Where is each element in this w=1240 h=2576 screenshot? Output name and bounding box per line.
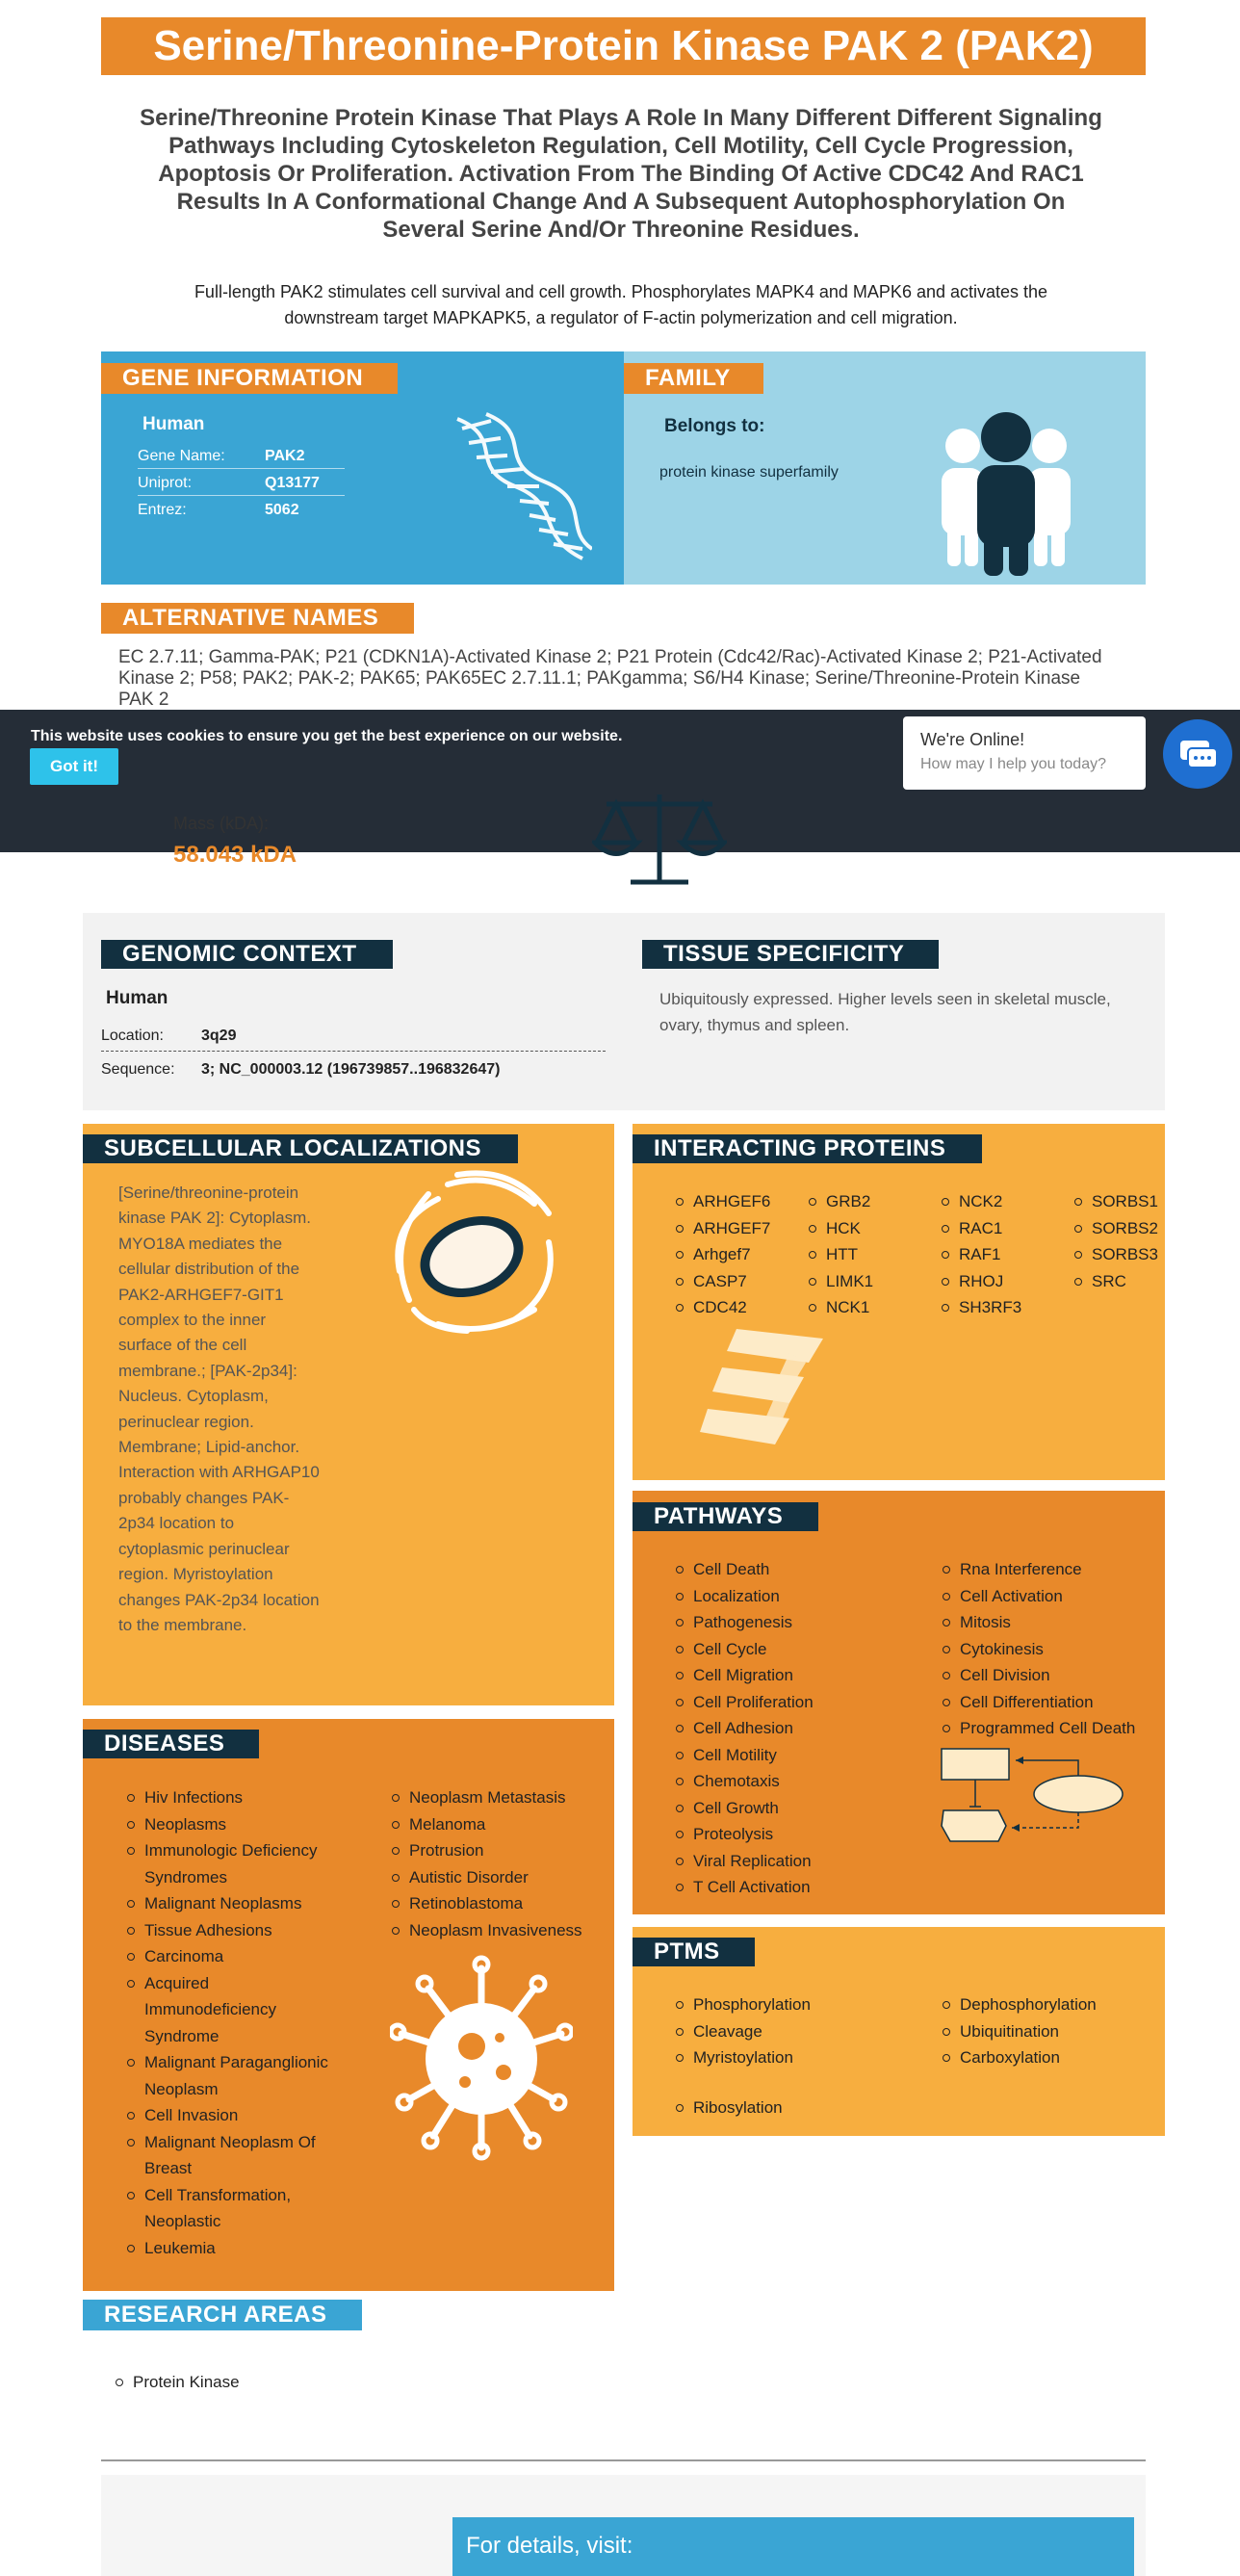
list-item[interactable]: Viral Replication bbox=[674, 1848, 814, 1875]
interacting-heading: INTERACTING PROTEINS bbox=[633, 1134, 982, 1163]
list-item[interactable]: Neoplasm Invasiveness bbox=[390, 1917, 582, 1944]
list-item[interactable]: HCK bbox=[807, 1215, 873, 1242]
gene-row-label: Gene Name: bbox=[138, 448, 225, 464]
list-item[interactable]: SORBS3 bbox=[1072, 1241, 1158, 1268]
family-people-icon bbox=[934, 412, 1078, 576]
gene-row-value: 5062 bbox=[265, 502, 299, 518]
gene-information-heading: GENE INFORMATION bbox=[101, 363, 398, 394]
chat-button[interactable] bbox=[1163, 719, 1232, 789]
list-item[interactable]: Chemotaxis bbox=[674, 1768, 814, 1795]
list-item[interactable]: Retinoblastoma bbox=[390, 1890, 582, 1917]
details-box[interactable] bbox=[452, 2517, 1134, 2576]
gene-row-label: Entrez: bbox=[138, 502, 187, 518]
list-item[interactable]: Pathogenesis bbox=[674, 1609, 814, 1636]
dna-icon bbox=[448, 409, 592, 568]
list-item[interactable]: Cell Cycle bbox=[674, 1636, 814, 1663]
interacting-list bbox=[674, 1188, 770, 1321]
genomic-species: Human bbox=[106, 988, 168, 1008]
location-value: 3q29 bbox=[201, 1028, 237, 1044]
gene-row-value: Q13177 bbox=[265, 475, 320, 491]
list-item[interactable]: Cell Growth bbox=[674, 1795, 814, 1822]
list-item[interactable]: Cell Adhesion bbox=[674, 1715, 814, 1742]
list-item[interactable]: Cell Migration bbox=[674, 1662, 814, 1689]
list-item[interactable]: NCK2 bbox=[940, 1188, 1021, 1215]
list-item[interactable]: Cell Differentiation bbox=[941, 1689, 1135, 1716]
list-item[interactable]: Autistic Disorder bbox=[390, 1864, 582, 1891]
list-item[interactable]: SRC bbox=[1072, 1268, 1158, 1295]
chat-line-1: We're Online! bbox=[920, 730, 1025, 749]
family-heading: FAMILY bbox=[624, 363, 763, 394]
list-item[interactable]: Cell Invasion bbox=[125, 2102, 337, 2129]
list-item[interactable]: Ribosylation bbox=[674, 2095, 783, 2121]
list-item[interactable]: Rna Interference bbox=[941, 1556, 1135, 1583]
list-item[interactable]: Cell Transformation, Neoplastic bbox=[125, 2182, 337, 2235]
list-item[interactable]: Neoplasms bbox=[125, 1811, 337, 1838]
interacting-list bbox=[1072, 1188, 1158, 1294]
gene-row-value: PAK2 bbox=[265, 448, 305, 464]
pathway-diagram-icon bbox=[939, 1741, 1126, 1852]
cell-organelle-icon bbox=[380, 1165, 563, 1339]
list-item[interactable]: Localization bbox=[674, 1583, 814, 1610]
interacting-list bbox=[940, 1188, 1021, 1321]
chat-greeting-box[interactable] bbox=[903, 716, 1146, 790]
ptms-list bbox=[674, 2095, 783, 2121]
alternative-names-heading: ALTERNATIVE NAMES bbox=[101, 603, 414, 634]
ptms-list bbox=[941, 1991, 1097, 2071]
list-item[interactable]: NCK1 bbox=[807, 1294, 873, 1321]
research-areas-heading: RESEARCH AREAS bbox=[83, 2300, 362, 2330]
scale-icon bbox=[592, 790, 727, 891]
alternative-names-text: EC 2.7.11; Gamma-PAK; P21 (CDKN1A)-Activated Kinase 2; P21 Protein (Cdc42/Rac)-Activated Kinase 2; P21-Activated Kinase 2; P58; PAK2; PAK-2; PAK65; PAK65EC 2.7.11.1; PAKgamma; S6/H4 Kinase; Serine/Threonine-Protein Kinase PAK 2 bbox=[118, 647, 1102, 710]
family-value: protein kinase superfamily bbox=[659, 464, 839, 481]
list-item[interactable]: SH3RF3 bbox=[940, 1294, 1021, 1321]
genomic-location-row bbox=[101, 1020, 606, 1052]
list-item[interactable]: Mitosis bbox=[941, 1609, 1135, 1636]
pathways-list bbox=[941, 1556, 1135, 1742]
location-label: Location: bbox=[101, 1028, 164, 1044]
list-item[interactable]: HTT bbox=[807, 1241, 873, 1268]
list-item[interactable]: T Cell Activation bbox=[674, 1874, 814, 1901]
divider bbox=[101, 2459, 1146, 2461]
interacting-list bbox=[807, 1188, 873, 1321]
gene-row-label: Uniprot: bbox=[138, 475, 193, 491]
list-item[interactable]: Cell Motility bbox=[674, 1742, 814, 1769]
details-label: For details, visit: bbox=[466, 2533, 633, 2559]
gene-row bbox=[138, 497, 345, 523]
list-item[interactable]: RAC1 bbox=[940, 1215, 1021, 1242]
list-item[interactable]: ARHGEF6 bbox=[674, 1188, 770, 1215]
gene-species: Human bbox=[142, 414, 205, 434]
diseases-list bbox=[125, 1784, 337, 2261]
tissue-specificity-heading: TISSUE SPECIFICITY bbox=[642, 940, 939, 969]
list-item[interactable]: Malignant Paraganglionic Neoplasm bbox=[125, 2049, 337, 2102]
list-item[interactable]: Malignant Neoplasm Of Breast bbox=[125, 2129, 337, 2182]
pathways-list bbox=[674, 1556, 814, 1901]
genomic-context-heading: GENOMIC CONTEXT bbox=[101, 940, 393, 969]
list-item[interactable]: Myristoylation bbox=[674, 2044, 811, 2071]
page-title: Serine/Threonine-Protein Kinase PAK 2 (PAK2) bbox=[101, 17, 1146, 75]
protein-helix-icon bbox=[698, 1324, 833, 1464]
chat-line-2: How may I help you today? bbox=[920, 756, 1106, 772]
mass-value: 58.043 kDA bbox=[173, 842, 297, 868]
list-item[interactable]: Cell Death bbox=[674, 1556, 814, 1583]
list-item[interactable]: SORBS1 bbox=[1072, 1188, 1158, 1215]
protein-description: Full-length PAK2 stimulates cell survival and cell growth. Phosphorylates MAPK4 and MAPK6 and activates the downstream target MAPKAPK5, a regulator of F-actin polymerization and cell migration. bbox=[194, 282, 1048, 327]
list-item[interactable]: Tissue Adhesions bbox=[125, 1917, 337, 1944]
list-item[interactable]: Melanoma bbox=[390, 1811, 582, 1838]
list-item[interactable]: Programmed Cell Death bbox=[941, 1715, 1135, 1742]
list-item[interactable]: Dephosphorylation bbox=[941, 1991, 1097, 2018]
sequence-value: 3; NC_000003.12 (196739857..196832647) bbox=[201, 1061, 501, 1078]
protein-summary: Serine/Threonine Protein Kinase That Plays A Role In Many Different Different Signaling Pathways Including Cytoskeleton Regulation, Cell Motility, Cell Cycle Progression, Apoptosis Or Proliferation. Activation From The Binding Of Active CDC42 And RAC1 Results In A Conformational Change And A Subsequent Autophosphorylation On Several Serine And/Or Threonine Residues. bbox=[140, 105, 1102, 243]
list-item[interactable]: Proteolysis bbox=[674, 1821, 814, 1848]
ptms-list bbox=[674, 1991, 811, 2071]
mass-label: Mass (kDA): bbox=[173, 814, 269, 833]
list-item[interactable]: Ubiquitination bbox=[941, 2018, 1097, 2045]
list-item[interactable]: Neoplasm Metastasis bbox=[390, 1784, 582, 1811]
list-item[interactable]: Malignant Neoplasms bbox=[125, 1890, 337, 1917]
list-item[interactable]: Carcinoma bbox=[125, 1943, 337, 1970]
list-item[interactable]: GRB2 bbox=[807, 1188, 873, 1215]
diseases-list bbox=[390, 1784, 582, 1943]
diseases-heading: DISEASES bbox=[83, 1730, 259, 1758]
virus-icon bbox=[390, 1955, 573, 2162]
list-item[interactable]: Arhgef7 bbox=[674, 1241, 770, 1268]
list-item[interactable]: Acquired Immunodeficiency Syndrome bbox=[125, 1970, 337, 2050]
list-item[interactable]: SORBS2 bbox=[1072, 1215, 1158, 1242]
tissue-specificity-text: Ubiquitously expressed. Higher levels seen in skeletal muscle, ovary, thymus and spleen. bbox=[659, 990, 1111, 1034]
cookie-accept-button[interactable]: Got it! bbox=[30, 748, 118, 785]
list-item[interactable]: ARHGEF7 bbox=[674, 1215, 770, 1242]
list-item[interactable]: CDC42 bbox=[674, 1294, 770, 1321]
family-belongs-label: Belongs to: bbox=[664, 416, 765, 436]
list-item[interactable]: Cell Activation bbox=[941, 1583, 1135, 1610]
ptms-heading: PTMS bbox=[633, 1938, 755, 1966]
gene-row bbox=[138, 470, 345, 496]
list-item[interactable]: Hiv Infections bbox=[125, 1784, 337, 1811]
research-list bbox=[114, 2369, 240, 2396]
list-item[interactable]: Cell Division bbox=[941, 1662, 1135, 1689]
list-item[interactable]: Carboxylation bbox=[941, 2044, 1097, 2071]
list-item[interactable]: Protrusion bbox=[390, 1837, 582, 1864]
list-item[interactable]: RAF1 bbox=[940, 1241, 1021, 1268]
list-item[interactable]: LIMK1 bbox=[807, 1268, 873, 1295]
chat-bubble-icon bbox=[1163, 719, 1232, 789]
list-item[interactable]: RHOJ bbox=[940, 1268, 1021, 1295]
list-item[interactable]: Cleavage bbox=[674, 2018, 811, 2045]
subcellular-heading: SUBCELLULAR LOCALIZATIONS bbox=[83, 1134, 518, 1163]
list-item[interactable]: Cell Proliferation bbox=[674, 1689, 814, 1716]
sequence-label: Sequence: bbox=[101, 1061, 175, 1078]
subcellular-text: [Serine/threonine-protein kinase PAK 2]: Cytoplasm. MYO18A mediates the cellular distribution of the PAK2-ARHGEF7-GIT1 complex to the inner surface of the cell membrane.; [PAK-2p34]: Nucleus. Cytoplasm, perinuclear region. Membrane; Lipid-anchor. Interaction with ARHGAP10 probably changes PAK-2p34 location to cytoplasmic perinuclear region. Myristoylation changes PAK-2p34 location to the membrane. bbox=[118, 1184, 320, 1634]
list-item[interactable]: Leukemia bbox=[125, 2235, 337, 2262]
list-item[interactable]: Immunologic Deficiency Syndromes bbox=[125, 1837, 337, 1890]
pathways-heading: PATHWAYS bbox=[633, 1502, 818, 1531]
cookie-message: This website uses cookies to ensure you get the best experience on our website. bbox=[31, 728, 623, 744]
gene-row bbox=[138, 443, 345, 469]
list-item[interactable]: Phosphorylation bbox=[674, 1991, 811, 2018]
list-item[interactable]: CASP7 bbox=[674, 1268, 770, 1295]
genomic-sequence-row bbox=[101, 1054, 606, 1085]
list-item[interactable]: Protein Kinase bbox=[114, 2369, 240, 2396]
list-item[interactable]: Cytokinesis bbox=[941, 1636, 1135, 1663]
